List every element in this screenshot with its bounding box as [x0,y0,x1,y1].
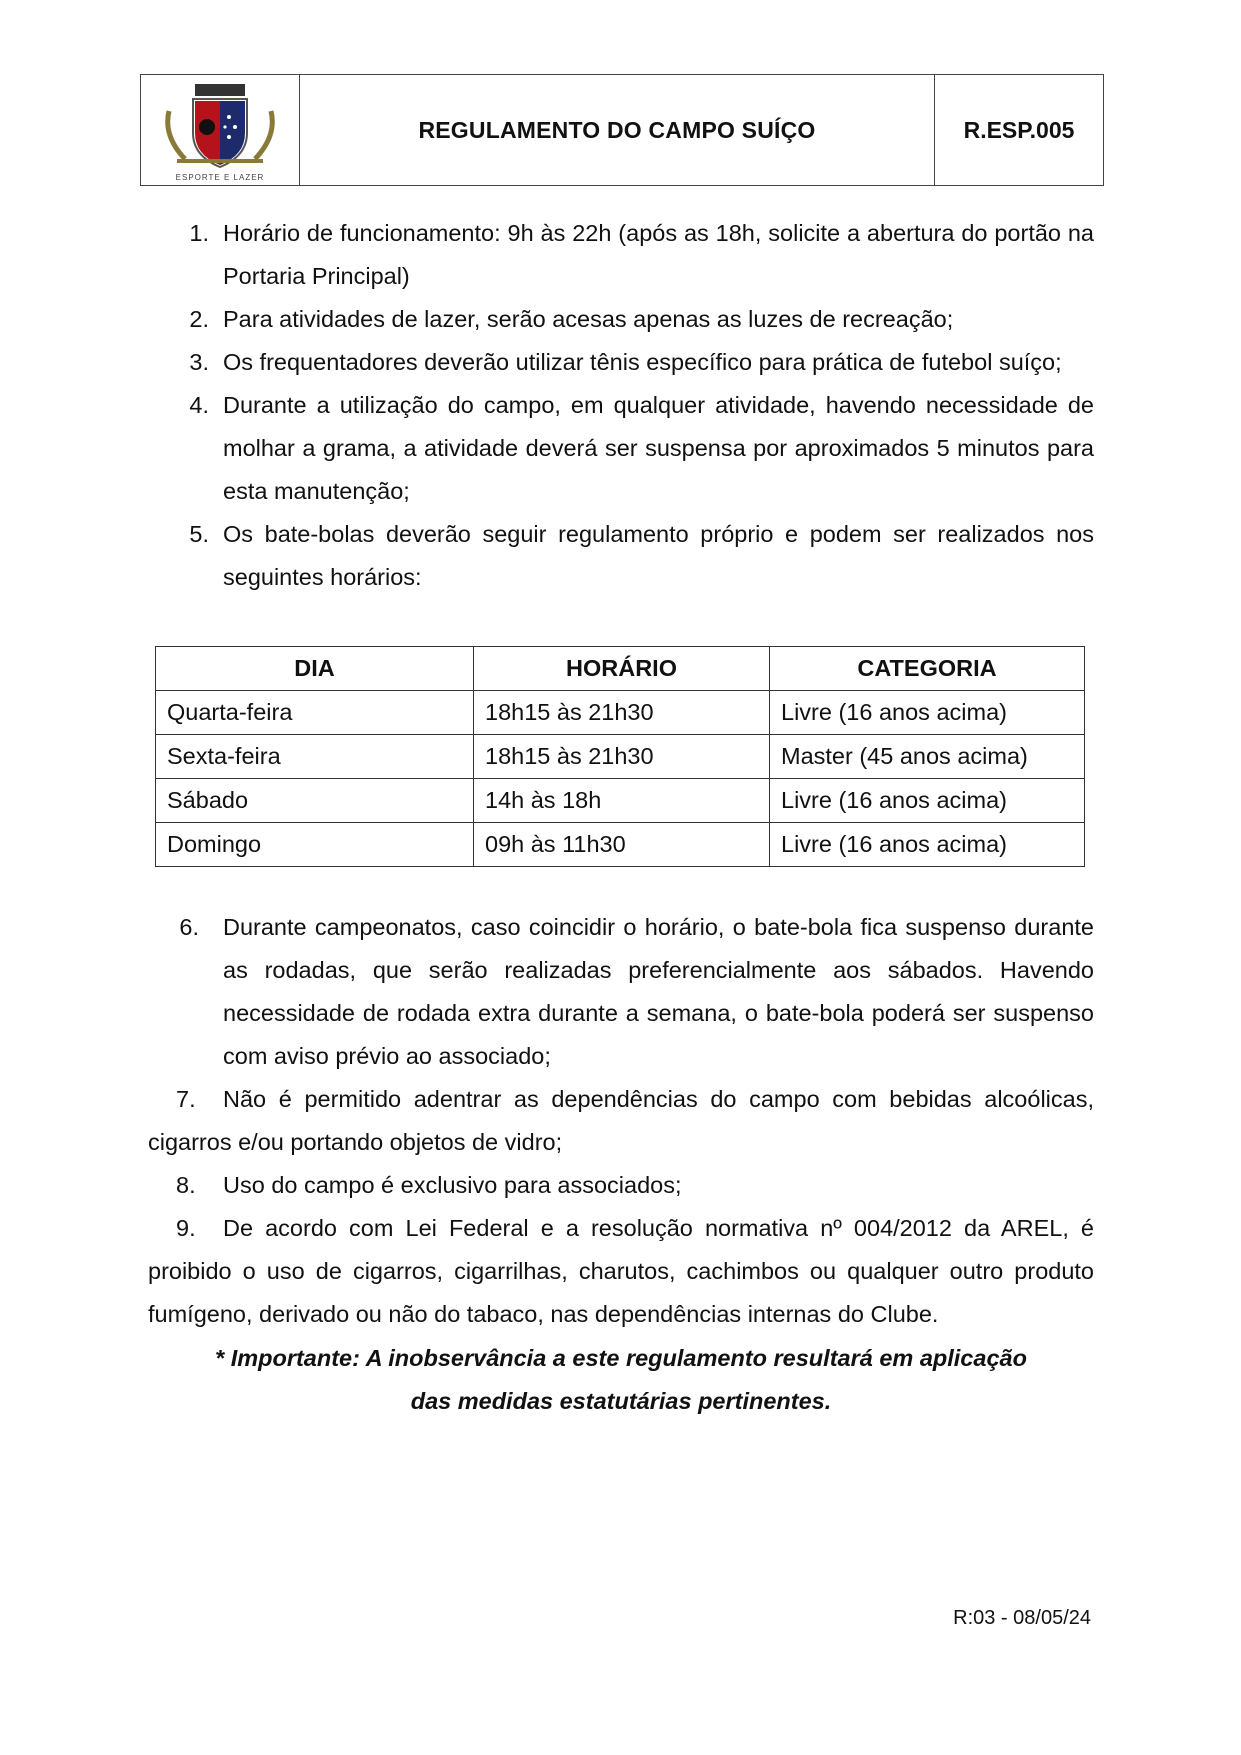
item-number: 7. [176,1086,196,1112]
table-cell: Sábado [156,779,474,823]
item-text: Durante a utilização do campo, em qualquer atividade, havendo necessidade de molhar a grama, a atividade deverá ser suspensa por aproximados 5 minutos para esta manutenção; [223,392,1094,504]
item-text: Uso do campo é exclusivo para associados; [223,1172,682,1198]
column-header: CATEGORIA [770,647,1085,691]
column-header: HORÁRIO [474,647,770,691]
table-row [156,735,1085,779]
table-cell: 18h15 às 21h30 [474,735,770,779]
rules-section-2 [148,906,1094,1336]
item-text: Horário de funcionamento: 9h às 22h (após as 18h, solicite a abertura do portão na Portaria Principal) [223,220,1094,289]
table-cell: Livre (16 anos acima) [770,823,1085,867]
item-number: 8. [176,1172,196,1198]
table-cell: Livre (16 anos acima) [770,691,1085,735]
table-row [156,823,1085,867]
document-header [140,74,1104,186]
item-number: 1. [189,220,209,246]
document-code: R.ESP.005 [963,116,1075,143]
table-cell: Master (45 anos acima) [770,735,1085,779]
revision-footer: R:03 - 08/05/24 [953,1607,1091,1629]
item-text: Os bate-bolas deverão seguir regulamento próprio e podem ser realizados nos seguintes horários: [223,521,1094,590]
important-notice [148,1337,1094,1423]
logo-tagline: ESPORTE E LAZER [175,173,265,182]
item-number: 4. [189,392,209,418]
table-cell: 18h15 às 21h30 [474,691,770,735]
item-text: Não é permitido adentrar as dependências do campo com bebidas alcoólicas, cigarros e/ou portando objetos de vidro; [148,1086,1094,1155]
schedule-table [155,646,1085,867]
table-header-row [156,647,1085,691]
list-item [148,906,1094,1078]
table-cell: Sexta-feira [156,735,474,779]
arel-crest-icon [155,81,285,173]
item-number: 2. [189,306,209,332]
item-text: De acordo com Lei Federal e a resolução normativa nº 004/2012 da AREL, é proibido o uso de cigarros, cigarrilhas, charutos, cachimbos ou qualquer outro produto fumígeno, derivado ou não do tabaco, nas dependências internas do Clube. [148,1215,1094,1327]
list-item [148,1207,1094,1336]
item-number: 3. [189,349,209,375]
table-cell: 14h às 18h [474,779,770,823]
table-cell: 09h às 11h30 [474,823,770,867]
document-title: REGULAMENTO DO CAMPO SUÍÇO [300,75,935,185]
list-item [148,1078,1094,1164]
item-text: Durante campeonatos, caso coincidir o horário, o bate-bola fica suspenso durante as rodadas, que serão realizadas preferencialmente aos sábados. Havendo necessidade de rodada extra durante a semana, o bate-bola poderá ser suspenso com aviso prévio ao associado; [223,914,1094,1069]
table-row [156,691,1085,735]
table-cell: Domingo [156,823,474,867]
list-item [148,1164,1094,1207]
item-text: Para atividades de lazer, serão acesas apenas as luzes de recreação; [223,306,954,332]
column-header: DIA [156,647,474,691]
item-number: 9. [176,1215,196,1241]
list-item [148,384,1094,513]
table-cell: Livre (16 anos acima) [770,779,1085,823]
club-logo [141,75,300,185]
list-item [148,212,1094,298]
table-cell: Quarta-feira [156,691,474,735]
list-item [148,298,1094,341]
item-number: 5. [189,521,209,547]
list-item [148,513,1094,599]
rules-section-1 [148,212,1094,599]
item-text: Os frequentadores deverão utilizar tênis específico para prática de futebol suíço; [223,349,1062,375]
notice-line: * Importante: A inobservância a este regulamento resultará em aplicação [215,1345,1027,1371]
list-item [148,341,1094,384]
notice-line: das medidas estatutárias pertinentes. [410,1388,832,1414]
table-row [156,779,1085,823]
item-number: 6. [179,914,199,940]
